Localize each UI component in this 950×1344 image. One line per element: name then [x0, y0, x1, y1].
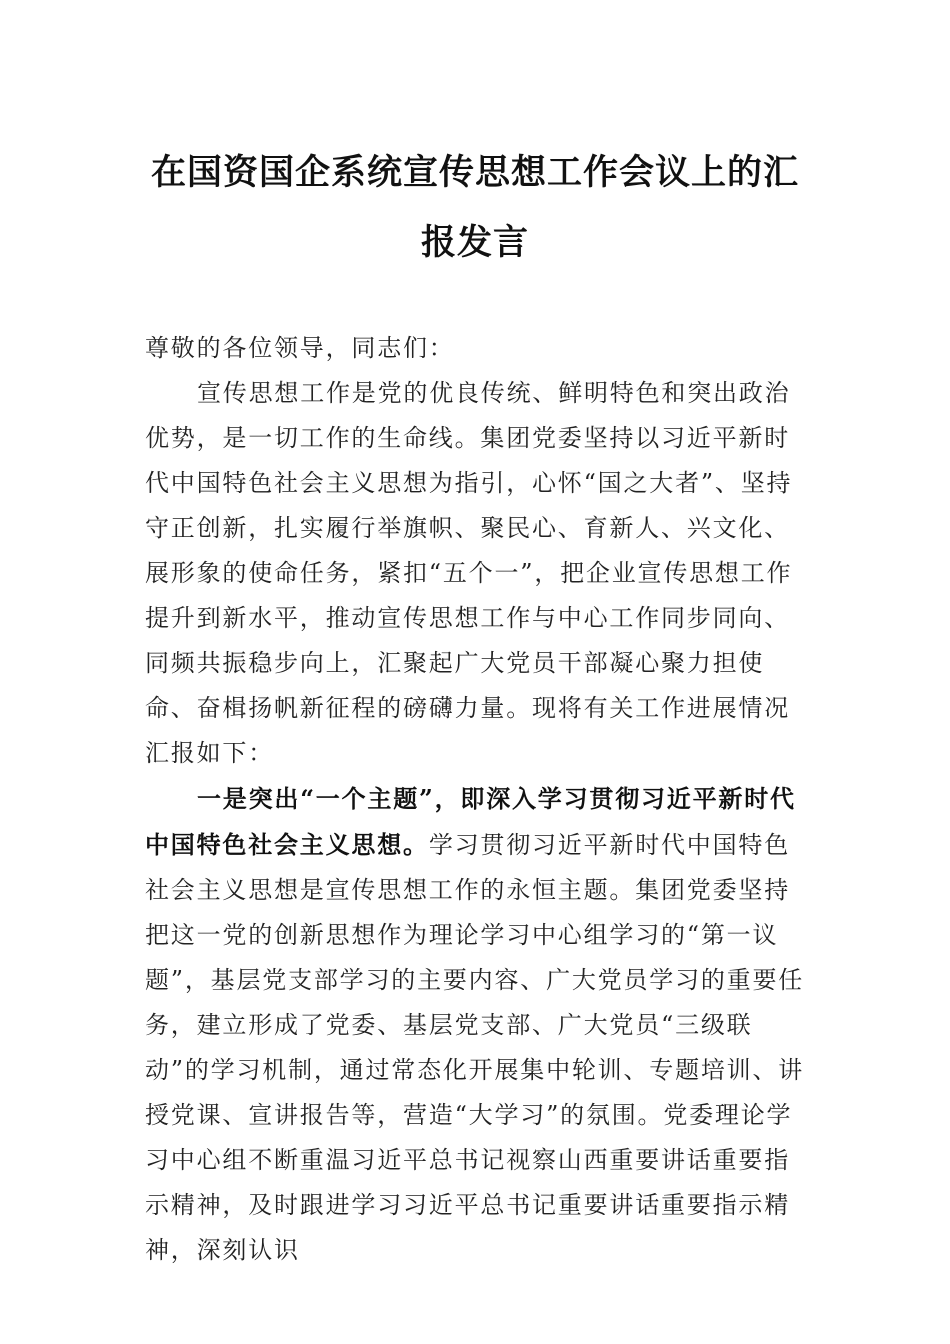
paragraph-intro: 宣传思想工作是党的优良传统、鲜明特色和突出政治优势，是一切工作的生命线。集团党委坚持以习近平新时代中国特色社会主义思想为指引，心怀“国之大者”、坚持守正创新，扎实履行举旗帜、聚民心、育新人、兴文化、展形象的使命任务，紧扣“五个一”，把企业宣传思想工作提升到新水平，推动宣传思想工作与中心工作同步同向、同频共振稳步向上，汇聚起广大党员干部凝心聚力担使命、奋楫扬帆新征程的磅礴力量。现将有关工作进展情况汇报如下：: [145, 379, 793, 767]
paragraph-theme-body: 学习贯彻习近平新时代中国特色社会主义思想是宣传思想工作的永恒主题。集团党委坚持把这一党的创新思想作为理论学习中心组学习的“第一议题”，基层党支部学习的主要内容、广大党员学习的重要任务，建立形成了党委、基层党支部、广大党员“三级联动”的学习机制，通过常态化开展集中轮训、专题培训、讲授党课、宣讲报告等，营造“大学习”的氛围。党委理论学习中心组不断重温习近平总书记视察山西重要讲话重要指示精神，及时跟进学习习近平总书记重要讲话重要指示精神，深刻认识: [145, 831, 805, 1264]
document-title: [140, 138, 810, 278]
title-line-2: 报发言: [420, 222, 529, 263]
salutation: 尊敬的各位领导，同志们：: [145, 334, 455, 362]
paragraph-theme-lead: 一是突出“一个主题”，即深入学习贯彻习近平新时代中国特色社会主义思想。: [145, 784, 796, 859]
title-line-1: 在国资国企系统宣传思想工作会议上的汇: [150, 152, 799, 193]
document-body: [145, 326, 807, 1273]
paragraph-theme: [145, 776, 807, 1273]
